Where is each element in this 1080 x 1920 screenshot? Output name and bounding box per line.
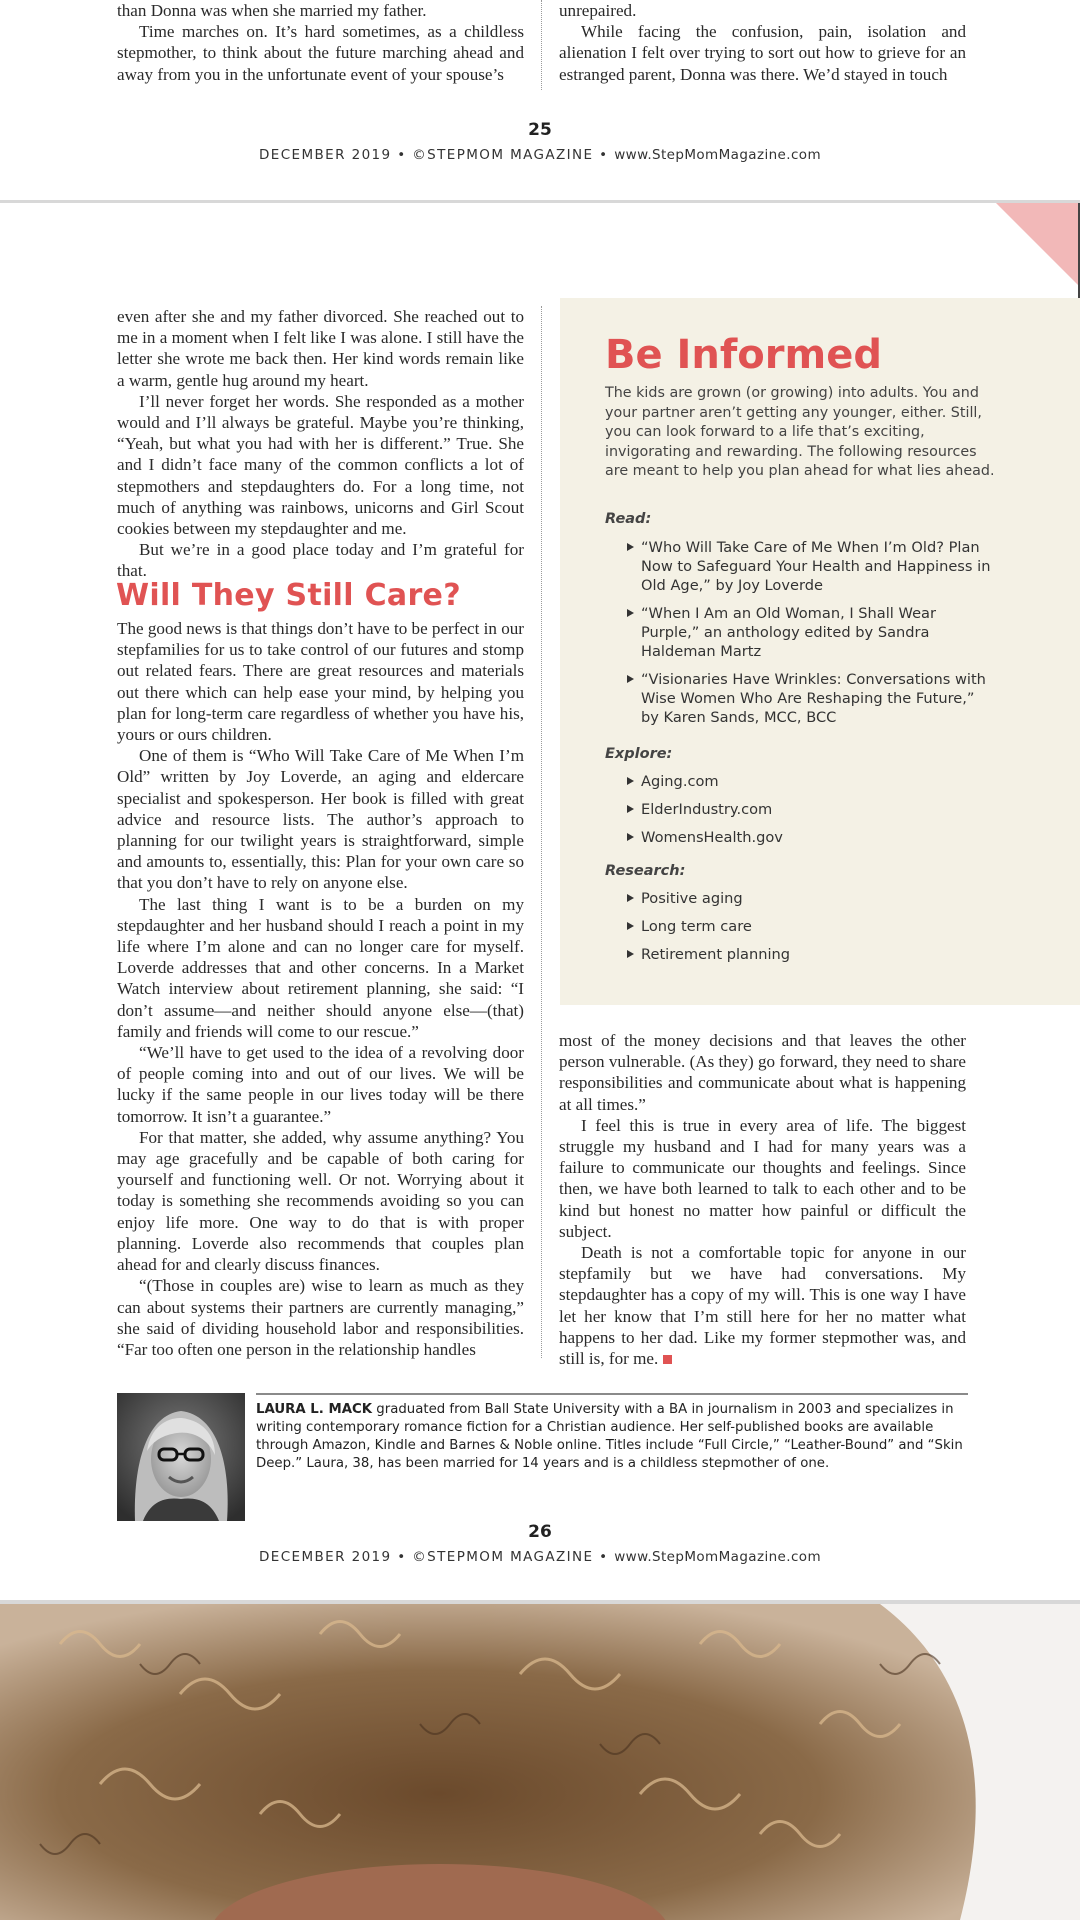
- author-photo: [117, 1393, 245, 1521]
- triangle-bullet-icon: [627, 675, 634, 683]
- curly-hair-photo: [0, 1604, 1080, 1920]
- triangle-bullet-icon: [627, 950, 634, 958]
- author-bio: [256, 1401, 968, 1473]
- triangle-bullet-icon: [627, 833, 634, 841]
- author-bio-text: graduated from Ball State University with a BA in journalism in 2003 and specializes in writing contemporary romance fiction for a Christian audience. Her self-published books are available through Amazon, Kindle and Barnes & Noble online. Titles include “Full Circle,” “Leather-Bound” and “Skin Deep.” Laura, 38, has been married for 14 years and is a childless stepmother of one.: [256, 1402, 963, 1471]
- explore-list: [627, 772, 997, 856]
- paragraph: unrepaired.: [559, 1, 637, 20]
- page-number: 26: [528, 1522, 552, 1542]
- list-item: [627, 917, 997, 936]
- paragraph: even after she and my father divorced. She reached out to me in a moment when I felt like I was alone. I still have the letter she wrote me back then. Her kind words remain like a warm, gentle hug around my heart.: [117, 307, 524, 390]
- author-name: LAURA L. MACK: [256, 1402, 373, 1417]
- list-item-text: Long term care: [641, 918, 752, 935]
- paragraph: But we’re in a good place today and I’m grateful for that.: [117, 540, 524, 581]
- list-item: [627, 538, 997, 595]
- paragraph: “(Those in couples are) wise to learn as much as they can about systems their partners are currently managing,” she said of dividing household labor and responsibilities. “Far too often one person in the relationship handles: [117, 1276, 524, 1359]
- corner-decoration: [996, 203, 1080, 287]
- list-item: [627, 945, 997, 964]
- paragraph: The good news is that things don’t have to be perfect in our stepfamilies for us to take control of our futures and stomp out related fears. There are great resources and materials out there which can help ease your mind, by helping you plan for long-term care regardless of whether you have his, yours or ours children.: [117, 619, 524, 745]
- left-column-body: [117, 618, 524, 1360]
- sidebar-title: Be Informed: [605, 332, 882, 378]
- list-item: [627, 604, 997, 661]
- paragraph: than Donna was when she married my father.: [117, 1, 427, 20]
- author-portrait: [117, 1393, 245, 1521]
- paragraph: most of the money decisions and that leaves the other person vulnerable. (As they) go forward, they need to share responsibilities and communicate about what is happening at all times.”: [559, 1031, 966, 1114]
- list-item: [627, 889, 997, 908]
- list-item-text: ElderIndustry.com: [641, 801, 773, 818]
- triangle-bullet-icon: [627, 922, 634, 930]
- list-item: [627, 670, 997, 727]
- list-item: [627, 800, 997, 819]
- bio-rule: [256, 1393, 968, 1395]
- explore-label: Explore:: [605, 746, 673, 762]
- section-heading: Will They Still Care?: [116, 578, 461, 613]
- page-footer: [0, 147, 1080, 163]
- paragraph: Time marches on. It’s hard sometimes, as a childless stepmother, to think about the future marching ahead and away from you in the unfortunate event of your spouse’s: [117, 22, 524, 84]
- triangle-bullet-icon: [627, 805, 634, 813]
- sidebar-intro: The kids are grown (or growing) into adults. You and your partner aren’t getting any younger, either. Still, you can look forward to a life that’s exciting, invigorating and rewarding. The following resources are meant to help you plan ahead for what lies ahead.: [605, 385, 995, 479]
- triangle-bullet-icon: [627, 777, 634, 785]
- triangle-bullet-icon: [627, 894, 634, 902]
- research-label: Research:: [605, 863, 686, 879]
- paragraph: I’ll never forget her words. She responded as a mother would and I’ll always be grateful. Maybe you’re thinking, “Yeah, but what you had with her is different.” True. She and I didn’t face many of the common conflicts a lot of stepmothers and stepdaughters do. For a long time, not much of anything was rainbows, unicorns and Girl Scout cookies between my stepdaughter and me.: [117, 391, 524, 539]
- column-divider: [541, 0, 542, 90]
- footer-text: DECEMBER 2019 • ©STEPMOM MAGAZINE •: [258, 147, 609, 163]
- right-column-body: [559, 1030, 966, 1369]
- list-item-text: Aging.com: [641, 773, 719, 790]
- list-item: [627, 772, 997, 791]
- be-informed-sidebar: [560, 298, 1080, 1005]
- end-of-article-mark: [663, 1355, 672, 1364]
- paragraph: For that matter, she added, why assume anything? You may age gracefully and be capable of both caring for yourself and functioning well. Or not. Worrying about it today is something she recommends avoiding so you can enjoy life more. One way to do that is with proper planning. Loverde also recommends that couples plan ahead for and clearly discuss finances.: [117, 1127, 524, 1275]
- triangle-bullet-icon: [627, 543, 634, 551]
- paragraph: While facing the confusion, pain, isolation and alienation I felt over trying to sort out how to grieve for an estranged parent, Donna was there. We’d stayed in touch: [559, 22, 966, 84]
- list-item-text: Retirement planning: [641, 946, 791, 963]
- paragraph: Death is not a comfortable topic for anyone in our stepfamily but we have had conversations. My stepdaughter has a copy of my will. This is one way I have let her know that I’m still here for her no matter what happens to her dad. Like my former stepmother was, and still is, for me.: [559, 1243, 966, 1369]
- read-label: Read:: [605, 511, 652, 527]
- paragraph: One of them is “Who Will Take Care of Me When I’m Old” written by Joy Loverde, an aging and eldercare specialist and spokesperson. Her book is filled with great advice and resource lists. The author’s approach to planning for our twilight years is straightforward, simple and amounts to, essentially, this: Plan for your own care so that you don’t have to rely on anyone else.: [117, 746, 524, 893]
- next-page-photo: [0, 1604, 1080, 1920]
- paragraph: The last thing I want is to be a burden on my stepdaughter and her husband should I reach a point in my life where I’m alone and can no longer care for myself. Loverde addresses that and other concerns. In a Market Watch interview about retirement planning, she said: “I don’t assume—and neither should anyone else—(that) family and friends will come to our rescue.”: [117, 894, 524, 1041]
- footer-text: DECEMBER 2019 • ©STEPMOM MAGAZINE •: [258, 1549, 609, 1565]
- list-item-text: “Who Will Take Care of Me When I’m Old? Plan Now to Safeguard Your Health and Happiness in Old Age,” by Joy Loverde: [641, 539, 991, 594]
- list-item-text: Positive aging: [641, 890, 743, 907]
- page-number: 25: [528, 120, 552, 140]
- footer-url: www.StepMomMagazine.com: [614, 147, 821, 163]
- paragraph: I feel this is true in every area of life. The biggest struggle my husband and I had for many years was a failure to communicate our thoughts and feelings. Since then, we have both learned to talk to each other and to be kind but honest no matter how painful or difficult the subject.: [559, 1115, 966, 1241]
- page-25-right-column: [559, 0, 966, 85]
- read-list: [627, 538, 997, 736]
- list-item-text: WomensHealth.gov: [641, 829, 783, 846]
- left-column-intro: [117, 306, 524, 582]
- research-list: [627, 889, 997, 973]
- page-25-left-column: [117, 0, 524, 85]
- list-item-text: “When I Am an Old Woman, I Shall Wear Purple,” an anthology edited by Sandra Haldeman Martz: [641, 605, 936, 660]
- column-divider: [541, 306, 542, 1358]
- paragraph: “We’ll have to get used to the idea of a revolving door of people coming into and out of our lives. We will be lucky if the same people in our lives today will be there tomorrow. It isn’t a guarantee.”: [117, 1043, 524, 1126]
- page-25: [0, 0, 1080, 200]
- list-item-text: “Visionaries Have Wrinkles: Conversations with Wise Women Who Are Reshaping the Future,” by Karen Sands, MCC, BCC: [641, 671, 986, 726]
- page-footer: [0, 1549, 1080, 1565]
- triangle-bullet-icon: [627, 609, 634, 617]
- footer-url: www.StepMomMagazine.com: [614, 1549, 821, 1565]
- list-item: [627, 828, 997, 847]
